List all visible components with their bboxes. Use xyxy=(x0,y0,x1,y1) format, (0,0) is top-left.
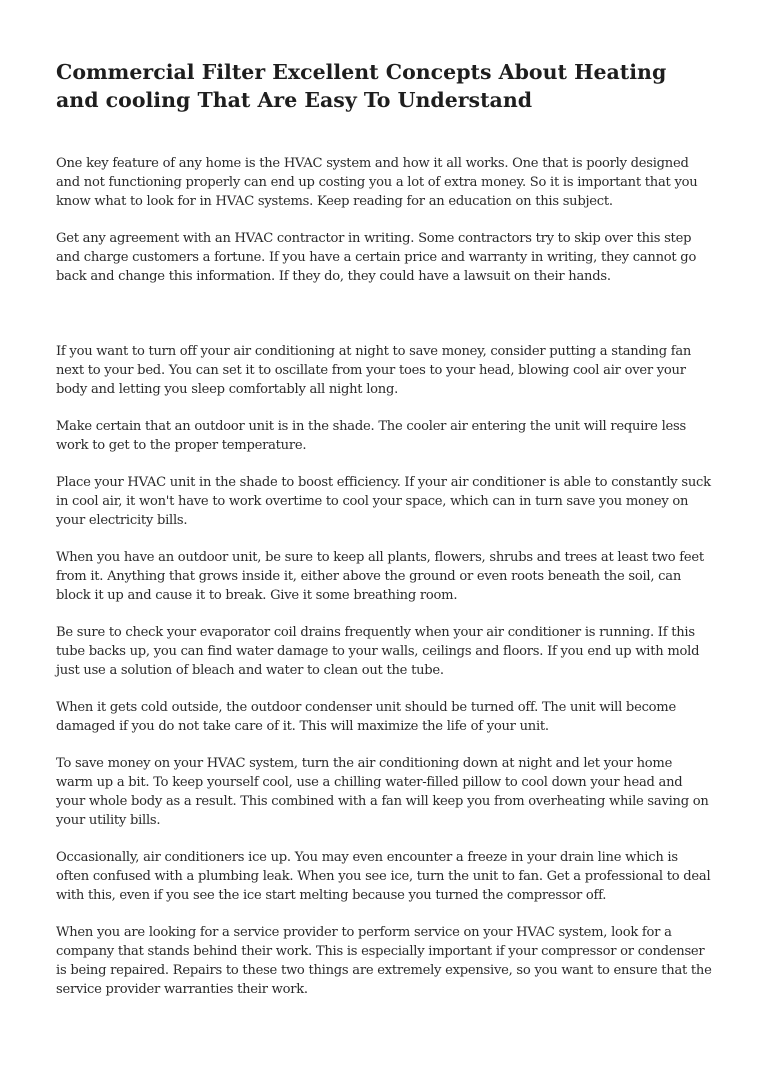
paragraph: When it gets cold outside, the outdoor condenser unit should be turned off. The unit will become damaged if you do not take care of it. This will maximize the life of your unit. xyxy=(56,700,676,734)
paragraph: When you are looking for a service provider to perform service on your HVAC system, look for a company that stands behind their work. This is especially important if your compressor or condenser is being repaired. Repairs to these two things are extremely expensive, so you want to ensure that the service provider warranties their work. xyxy=(56,925,712,997)
paragraph: To save money on your HVAC system, turn the air conditioning down at night and let your home warm up a bit. To keep yourself cool, use a chilling water-filled pillow to cool down your head and your whole body as a result. This combined with a fan will keep you from overheating while saving on your utility bills. xyxy=(56,756,709,828)
paragraph: Make certain that an outdoor unit is in the shade. The cooler air entering the unit will require less work to get to the proper temperature. xyxy=(56,419,686,453)
paragraph: Get any agreement with an HVAC contractor in writing. Some contractors try to skip over this step and charge customers a fortune. If you have a certain price and warranty in writing, they cannot go back and change this information. If they do, they could have a lawsuit on their hands. xyxy=(56,231,697,284)
paragraph: Occasionally, air conditioners ice up. You may even encounter a freeze in your drain line which is often confused with a plumbing leak. When you see ice, turn the unit to fan. Get a professional to deal with this, even if you see the ice start melting because you turned the compressor off. xyxy=(56,850,711,903)
paragraph: If you want to turn off your air conditioning at night to save money, consider putting a standing fan next to your bed. You can set it to oscillate from your toes to your head, blowing cool air over your body and letting you sleep comfortably all night long. xyxy=(56,344,692,397)
paragraph: When you have an outdoor unit, be sure to keep all plants, flowers, shrubs and trees at least two feet from it. Anything that grows inside it, either above the ground or even roots beneath the soil, can block it up and cause it to break. Give it some breathing room. xyxy=(56,550,704,603)
paragraph: Place your HVAC unit in the shade to boost efficiency. If your air conditioner is able to constantly suck in cool air, it won't have to work overtime to cool your space, which can in turn save you money on your electricity bills. xyxy=(56,475,711,528)
document-title: Commercial Filter Excellent Concepts About Heating and cooling That Are Easy To Understand xyxy=(56,60,667,112)
blank-spacer xyxy=(56,304,712,342)
paragraph: One key feature of any home is the HVAC system and how it all works. One that is poorly designed and not functioning properly can end up costing you a lot of extra money. So it is important that you know what to look for in HVAC systems. Keep reading for an education on this subject. xyxy=(56,156,698,209)
paragraph: Be sure to check your evaporator coil drains frequently when your air conditioner is running. If this tube backs up, you can find water damage to your walls, ceilings and floors. If you end up with mold just use a solution of bleach and water to clean out the tube. xyxy=(56,625,700,678)
